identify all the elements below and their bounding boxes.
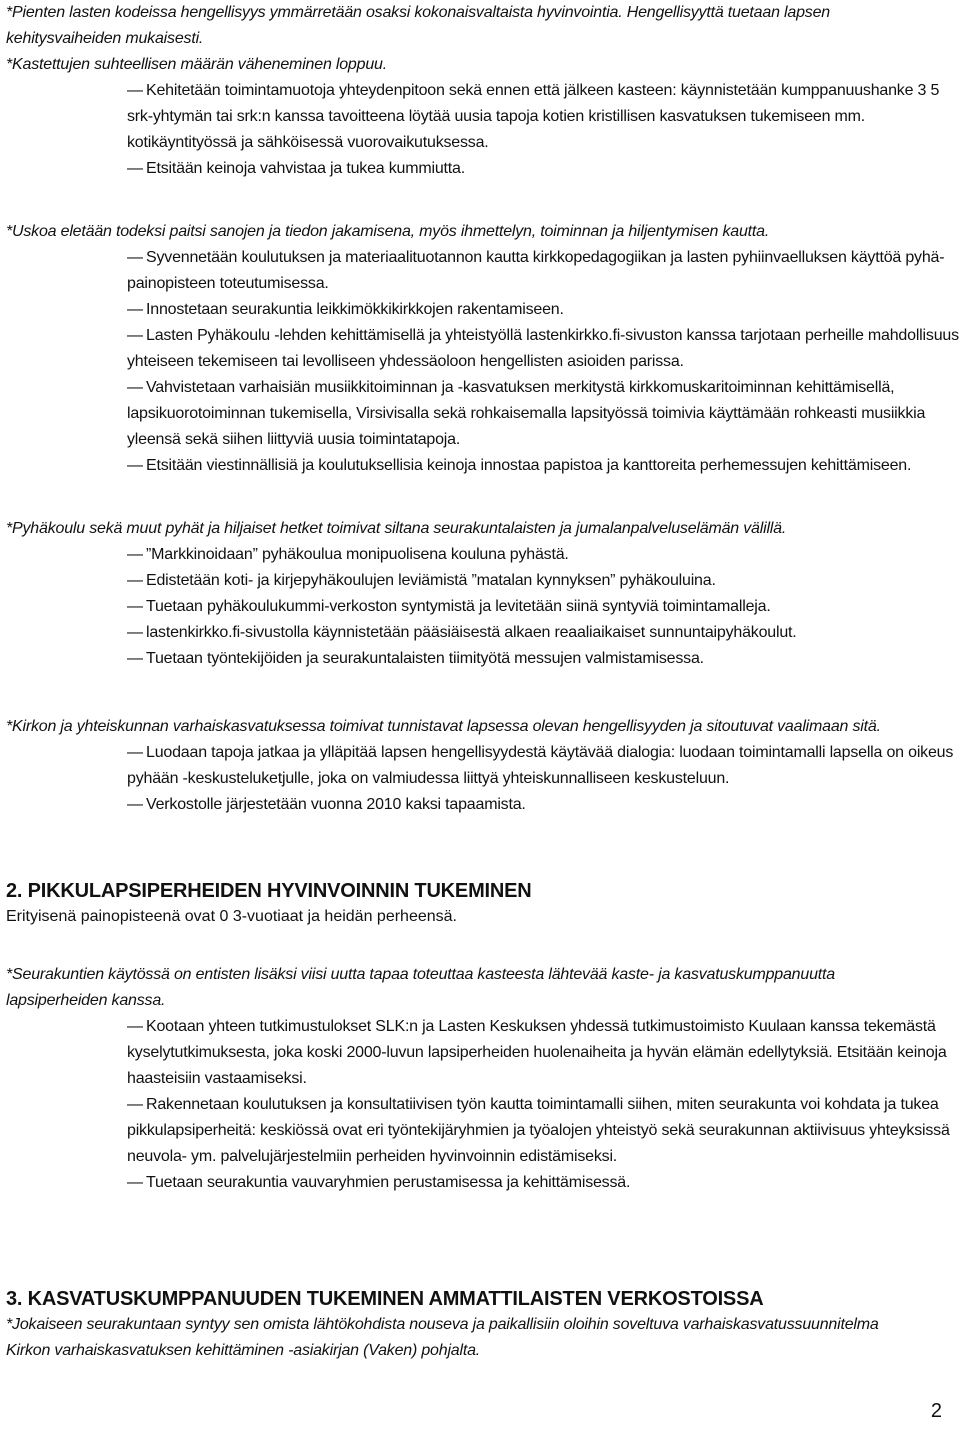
dash-icon: —	[127, 598, 143, 615]
dash-icon: —	[127, 379, 143, 396]
dash-icon: —	[127, 650, 143, 667]
section-2-body	[0, 962, 960, 1196]
list-item: — Vahvistetaan varhaisiän musiikkitoiminnan ja -kasvatuksen merkitystä kirkkomuskaritoiminnan kehittämisellä, lapsikuorotoiminnan tukemisella, Virsivisalla sekä rohkaisemalla lapsityössä toimivia käyttämään rohkeasti musiikkia yleensä sekä siihen liittyviä uusia toimintatapoja.	[0, 375, 960, 453]
list-item: — ”Markkinoidaan” pyhäkoulua monipuolisena kouluna pyhästä.	[0, 542, 960, 568]
list-item: — Edistetään koti- ja kirjepyhäkoulujen leviämistä ”matalan kynnyksen” pyhäkouluina.	[0, 568, 960, 594]
dash-icon: —	[127, 327, 143, 344]
dash-icon: —	[127, 546, 143, 563]
list-item: — Etsitään viestinnällisiä ja koulutuksellisia keinoja innostaa papistoa ja kanttoreita perhemessujen kehittämiseen.	[0, 453, 960, 479]
dash-icon: —	[127, 457, 143, 474]
block-kirkko-yhteiskunta	[0, 714, 960, 818]
dash-icon: —	[127, 160, 143, 177]
dash-icon: —	[127, 82, 143, 99]
block-pyhakoulu	[0, 516, 960, 672]
list-item: — Kehitetään toimintamuotoja yhteydenpitoon sekä ennen että jälkeen kasteen: käynnistetään kumppanuushanke 3 5 srk-yhtymän tai srk:n kanssa tavoitteena löytää uusia tapoja kotien kristillisen kasvatuksen tukemiseen mm. kotikäyntityössä ja sähköisessä vuorovaikutuksessa.	[0, 78, 960, 156]
section-title: 2. PIKKULAPSIPERHEIDEN HYVINVOINNIN TUKEMINEN	[6, 880, 532, 902]
dash-icon: —	[127, 301, 143, 318]
intro-line: *Pienten lasten kodeissa hengellisyys ymmärretään osaksi kokonaisvaltaista hyvinvointia. Hengellisyyttä tuetaan lapsen kehitysvaiheiden mukaisesti.	[6, 4, 830, 47]
section-heading: *Uskoa eletään todeksi paitsi sanojen ja tiedon jakamisena, myös ihmettelyn, toiminnan ja hiljentymisen kautta.	[6, 223, 770, 240]
section-title: 3. KASVATUSKUMPPANUUDEN TUKEMINEN AMMATTILAISTEN VERKOSTOISSA	[6, 1288, 764, 1310]
list-item: — Luodaan tapoja jatkaa ja ylläpitää lapsen hengellisyydestä käytävää dialogia: luodaan toimintamalli lapsella on oikeus pyhään -keskusteluketjulle, joka on valmiudessa liittyä yhteiskunnalliseen keskusteluun.	[0, 740, 960, 792]
list-item: — Syvennetään koulutuksen ja materiaalituotannon kautta kirkkopedagogiikan ja lasten pyhiinvaelluksen käyttöä pyhä-painopisteen toteutumisessa.	[0, 245, 960, 297]
section-heading: *Pyhäkoulu sekä muut pyhät ja hiljaiset hetket toimivat siltana seurakuntalaisten ja jumalanpalveluselämän välillä.	[6, 520, 787, 537]
list-item: — Tuetaan pyhäkoulukummi-verkoston syntymistä ja levitetään siinä syntyviä toimintamalleja.	[0, 594, 960, 620]
list-item: — Verkostolle järjestetään vuonna 2010 kaksi tapaamista.	[0, 792, 960, 818]
section-2	[0, 878, 960, 930]
section-heading: *Kirkon ja yhteiskunnan varhaiskasvatuksessa toimivat tunnistavat lapsessa olevan hengellisyyden ja sitoutuvat vaalimaan sitä.	[6, 718, 881, 735]
list-item: — Innostetaan seurakuntia leikkimökkikirkkojen rakentamiseen.	[0, 297, 960, 323]
list-item: — Lasten Pyhäkoulu -lehden kehittämisellä ja yhteistyöllä lastenkirkko.fi-sivuston kanssa tarjotaan perheille mahdollisuus yhteiseen tekemiseen tai levolliseen yhdessäoloon hengellisten asioiden parissa.	[0, 323, 960, 375]
dash-icon: —	[127, 744, 143, 761]
block-usko	[0, 219, 960, 479]
page-number: 2	[930, 1400, 942, 1422]
dash-icon: —	[127, 249, 143, 266]
dash-icon: —	[127, 796, 143, 813]
list-item: — Rakennetaan koulutuksen ja konsultatiivisen työn kautta toimintamalli siihen, miten seurakunta voi kohdata ja tukea pikkulapsiperheitä: keskiössä ovat eri työntekijäryhmien ja työalojen yhteistyö sekä seurakunnan aktiivisuus yhteyksissä neuvola- ym. palvelujärjestelmiin perheiden hyvinvoinnin edistämiseksi.	[0, 1092, 960, 1170]
list-item: — lastenkirkko.fi-sivustolla käynnistetään pääsiäisestä alkaen reaaliaikaiset sunnuntaipyhäkoulut.	[0, 620, 960, 646]
list-item: — Tuetaan seurakuntia vauvaryhmien perustamisessa ja kehittämisessä.	[0, 1170, 960, 1196]
section-3	[0, 1286, 960, 1364]
intro-line: *Kastettujen suhteellisen määrän väheneminen loppuu.	[6, 56, 387, 73]
list-item: — Tuetaan työntekijöiden ja seurakuntalaisten tiimityötä messujen valmistamisessa.	[0, 646, 960, 672]
dash-icon: —	[127, 624, 143, 641]
intro-section	[0, 0, 960, 78]
section-subtitle: Erityisenä painopisteenä ovat 0 3-vuotiaat ja heidän perheensä.	[6, 908, 457, 925]
list-item: — Kootaan yhteen tutkimustulokset SLK:n ja Lasten Keskuksen yhdessä tutkimustoimisto Kuulaan kanssa tekemästä kyselytutkimuksesta, joka koski 2000-luvun lapsiperheiden huolenaiheita ja hyvän elämän edellytyksiä. Etsitään keinoja haasteisiin vastaamiseksi.	[0, 1014, 960, 1092]
block-kaste	[0, 78, 960, 182]
dash-icon: —	[127, 572, 143, 589]
dash-icon: —	[127, 1096, 143, 1113]
list-item: — Etsitään keinoja vahvistaa ja tukea kummiutta.	[0, 156, 960, 182]
dash-icon: —	[127, 1018, 143, 1035]
dash-icon: —	[127, 1174, 143, 1191]
section-heading: *Jokaiseen seurakuntaan syntyy sen omista lähtökohdista nouseva ja paikallisiin oloihin soveltuva varhaiskasvatussuunnitelma Kirkon varhaiskasvatuksen kehittäminen -asiakirjan (Vaken) pohjalta.	[6, 1316, 879, 1359]
section-heading: *Seurakuntien käytössä on entisten lisäksi viisi uutta tapaa toteuttaa kasteesta lähtevää kaste- ja kasvatuskumppanuutta lapsiperheiden kanssa.	[6, 966, 835, 1009]
